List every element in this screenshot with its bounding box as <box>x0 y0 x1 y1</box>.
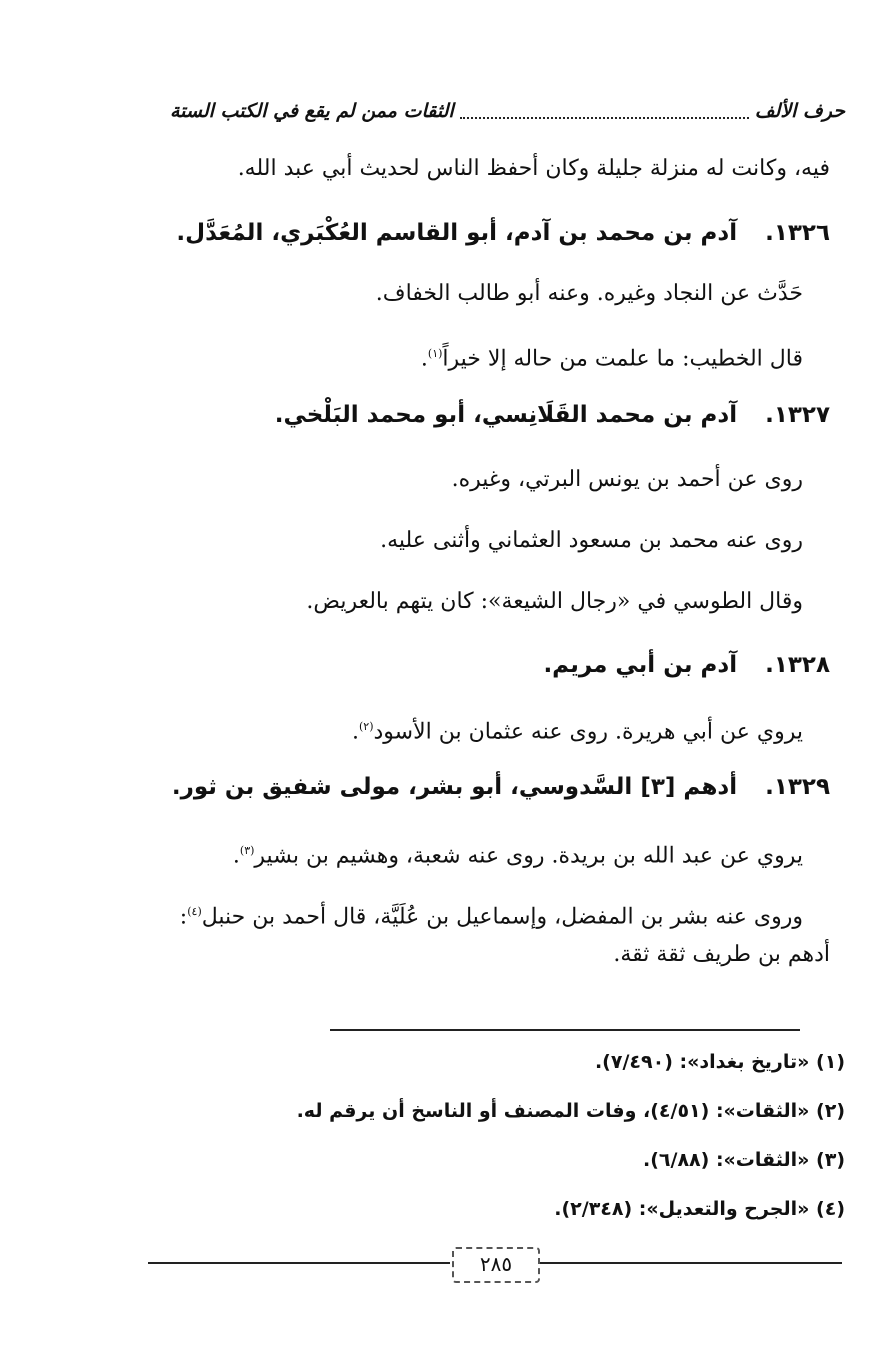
entry-name: آدم بن أبي مريم. <box>543 652 738 678</box>
running-header <box>170 96 845 126</box>
text-line: روى عن أحمد بن يونس البرتي، وغيره. <box>451 467 803 492</box>
page-number: ٢٨٥ <box>452 1247 540 1283</box>
footnote-3: (٣) «الثقات»: (٦/٨٨). <box>643 1149 845 1171</box>
footnote-ref: (١) <box>427 347 443 360</box>
text-line: فيه، وكانت له منزلة جليلة وكان أحفظ الناس لحديث أبي عبد الله. <box>237 156 830 181</box>
text-line: يروي عن أبي هريرة. روى عنه عثمان بن الأسود$^{(٢)}$. <box>351 719 803 745</box>
entry-number: ١٣٢٩. <box>765 774 830 800</box>
header-dot-leader <box>460 103 749 119</box>
entry-heading-1327 <box>275 398 830 432</box>
line-text: وروى عنه بشر بن المفضل، وإسماعيل بن عُلَيَّة، قال أحمد بن حنبل <box>201 904 803 930</box>
footnote-ref: (٣) <box>239 844 255 857</box>
footer-rule-right <box>540 1262 842 1264</box>
entry-number: ١٣٢٧. <box>765 402 830 428</box>
text-line: قال الخطيب: ما علمت من حاله إلا خيراً$^{(١)}$. <box>420 346 803 372</box>
text-line: روى عنه محمد بن مسعود العثماني وأثنى عليه. <box>380 528 803 553</box>
footnote-ref: (٢) <box>358 720 374 733</box>
text-line: وروى عنه بشر بن المفضل، وإسماعيل بن عُلَيَّة، قال أحمد بن حنبل$^{(٤)}$: <box>179 904 803 930</box>
footnote-2: (٢) «الثقات»: (٤/٥١)، وفات المصنف أو الناسخ أن يرقم له. <box>296 1100 845 1122</box>
footnote-4: (٤) «الجرح والتعديل»: (٢/٣٤٨). <box>554 1198 845 1220</box>
footer-rule-left <box>148 1262 450 1264</box>
text-line: حَدَّث عن النجاد وغيره. وعنه أبو طالب الخفاف. <box>375 281 803 306</box>
entry-heading-1326 <box>176 216 830 250</box>
entry-heading-1328 <box>543 648 830 682</box>
line-text: يروي عن عبد الله بن بريدة. روى عنه شعبة، وهشيم بن بشير <box>254 843 803 869</box>
text-line: يروي عن عبد الله بن بريدة. روى عنه شعبة، وهشيم بن بشير$^{(٣)}$. <box>232 843 803 869</box>
footnote-ref: (٤) <box>187 905 202 918</box>
entry-name: أدهم [٣] السَّدوسي، أبو بشر، مولى شفيق بن ثور. <box>171 774 738 800</box>
entry-name: آدم بن محمد بن آدم، أبو القاسم العُكْبَري، المُعَدَّل. <box>176 220 738 246</box>
entry-name: آدم بن محمد القَلَانِسي، أبو محمد البَلْخي. <box>274 402 738 428</box>
header-book-title: الثقات ممن لم يقع في الكتب الستة <box>170 100 454 122</box>
line-text: يروي عن أبي هريرة. روى عنه عثمان بن الأسود <box>373 719 803 745</box>
footnote-separator <box>330 1029 800 1031</box>
text-line: أدهم بن طريف ثقة ثقة. <box>613 942 830 967</box>
entry-heading-1329 <box>172 770 830 804</box>
header-chapter: حرف الألف <box>754 100 845 122</box>
line-text: قال الخطيب: ما علمت من حاله إلا خيراً <box>442 346 803 372</box>
entry-number: ١٣٢٦. <box>765 220 830 246</box>
text-line: وقال الطوسي في «رجال الشيعة»: كان يتهم بالعريض. <box>306 589 803 614</box>
entry-number: ١٣٢٨. <box>765 652 830 678</box>
footnote-1: (١) «تاريخ بغداد»: (٧/٤٩٠). <box>594 1051 845 1073</box>
